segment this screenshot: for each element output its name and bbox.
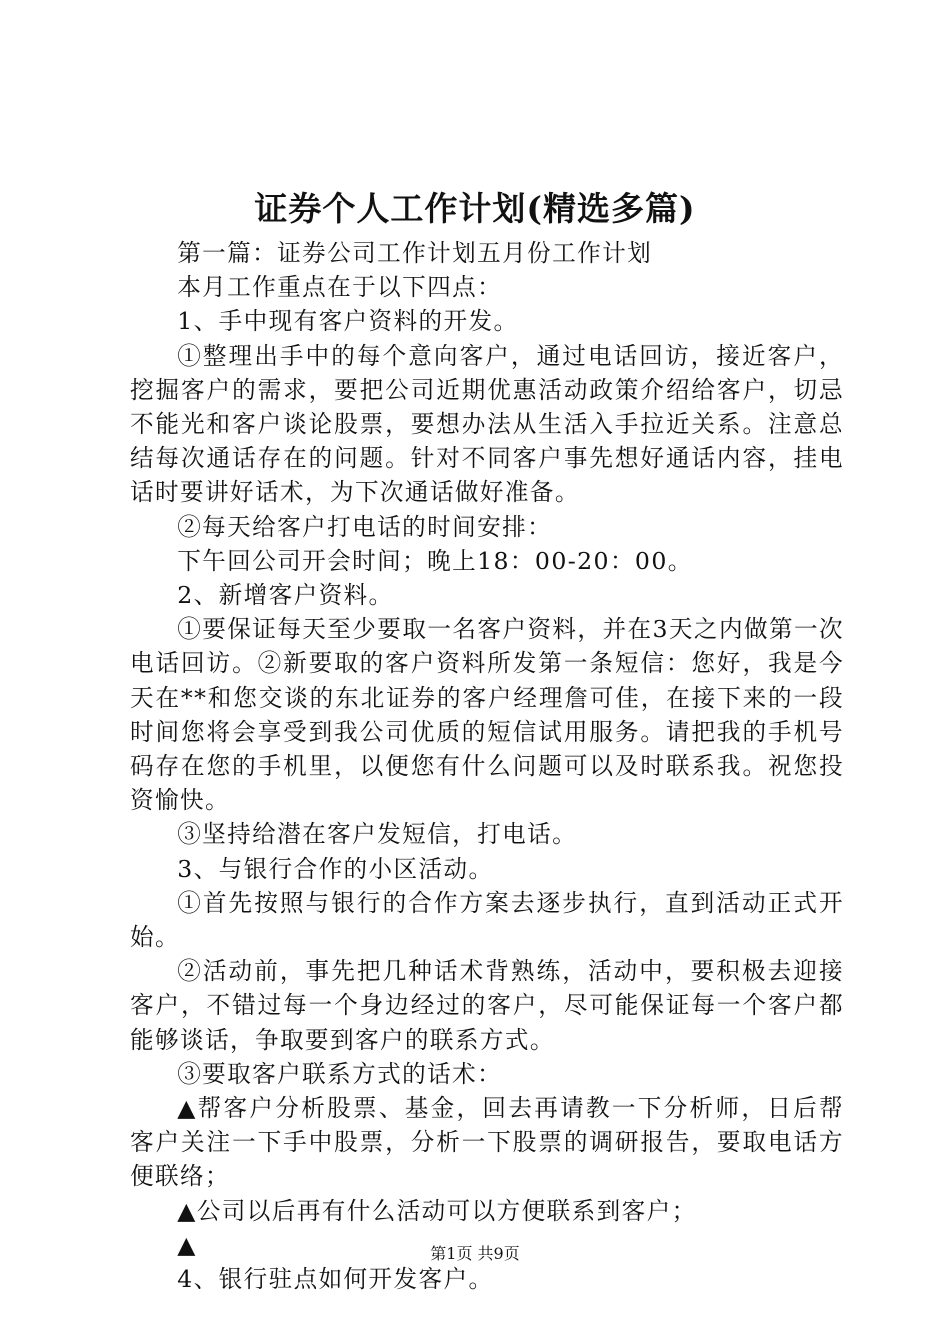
paragraph: ▲帮客户分析股票、基金，回去再请教一下分析师，日后帮客户关注一下手中股票，分析一下股票的调研报告，要取电话方便联络； (130, 1094, 844, 1191)
paragraph: 下午回公司开会时间；晚上18：00-20：00。 (177, 546, 693, 575)
paragraph: ②活动前，事先把几种话术背熟练，活动中，要积极去迎接客户，不错过每一个身边经过的客户，尽可能保证每一个客户都能够谈话，争取要到客户的联系方式。 (130, 957, 844, 1054)
paragraph: ③要取客户联系方式的话术： (177, 1059, 503, 1088)
paragraph: ▲ (177, 1230, 197, 1259)
paragraph: ①整理出手中的每个意向客户，通过电话回访，接近客户，挖掘客户的需求，要把公司近期优惠活动政策介绍给客户，切忌不能光和客户谈论股票，要想办法从生活入手拉近关系。注意总结每次通话存在的问题。针对不同客户事先想好通话内容，挂电话时要讲好话术，为下次通话做好准备。 (130, 341, 844, 507)
page-number-footer: 第1页 共9页 (430, 1244, 520, 1263)
paragraph: 第一篇：证券公司工作计划五月份工作计划 (177, 239, 653, 267)
paragraph: 4、银行驻点如何开发客户。 (177, 1265, 494, 1294)
paragraph: 本月工作重点在于以下四点： (177, 273, 503, 302)
paragraph: ①要保证每天至少要取一名客户资料，并在3天之内做第一次电话回访。②新要取的客户资料所发第一条短信：您好，我是今天在**和您交谈的东北证券的客户经理詹可佳，在接下来的一段时间您将会享受到我公司优质的短信试用服务。请把我的手机号码存在您的手机里，以便您有什么问题可以及时联系我。祝您投资愉快。 (130, 615, 844, 815)
paragraph: 2、新增客户资料。 (177, 581, 394, 610)
paragraph: 1、手中现有客户资料的开发。 (177, 307, 519, 336)
paragraph: 3、与银行合作的小区活动。 (177, 854, 494, 883)
paragraph: ②每天给客户打电话的时间安排： (177, 512, 553, 541)
paragraph: ▲公司以后再有什么活动可以方便联系到客户； (177, 1196, 697, 1225)
document-title: 证券个人工作计划(精选多篇) (254, 189, 696, 228)
paragraph: ③坚持给潜在客户发短信，打电话。 (177, 820, 578, 849)
paragraph: ①首先按照与银行的合作方案去逐步执行，直到活动正式开始。 (130, 888, 844, 952)
document-body (130, 236, 844, 1296)
